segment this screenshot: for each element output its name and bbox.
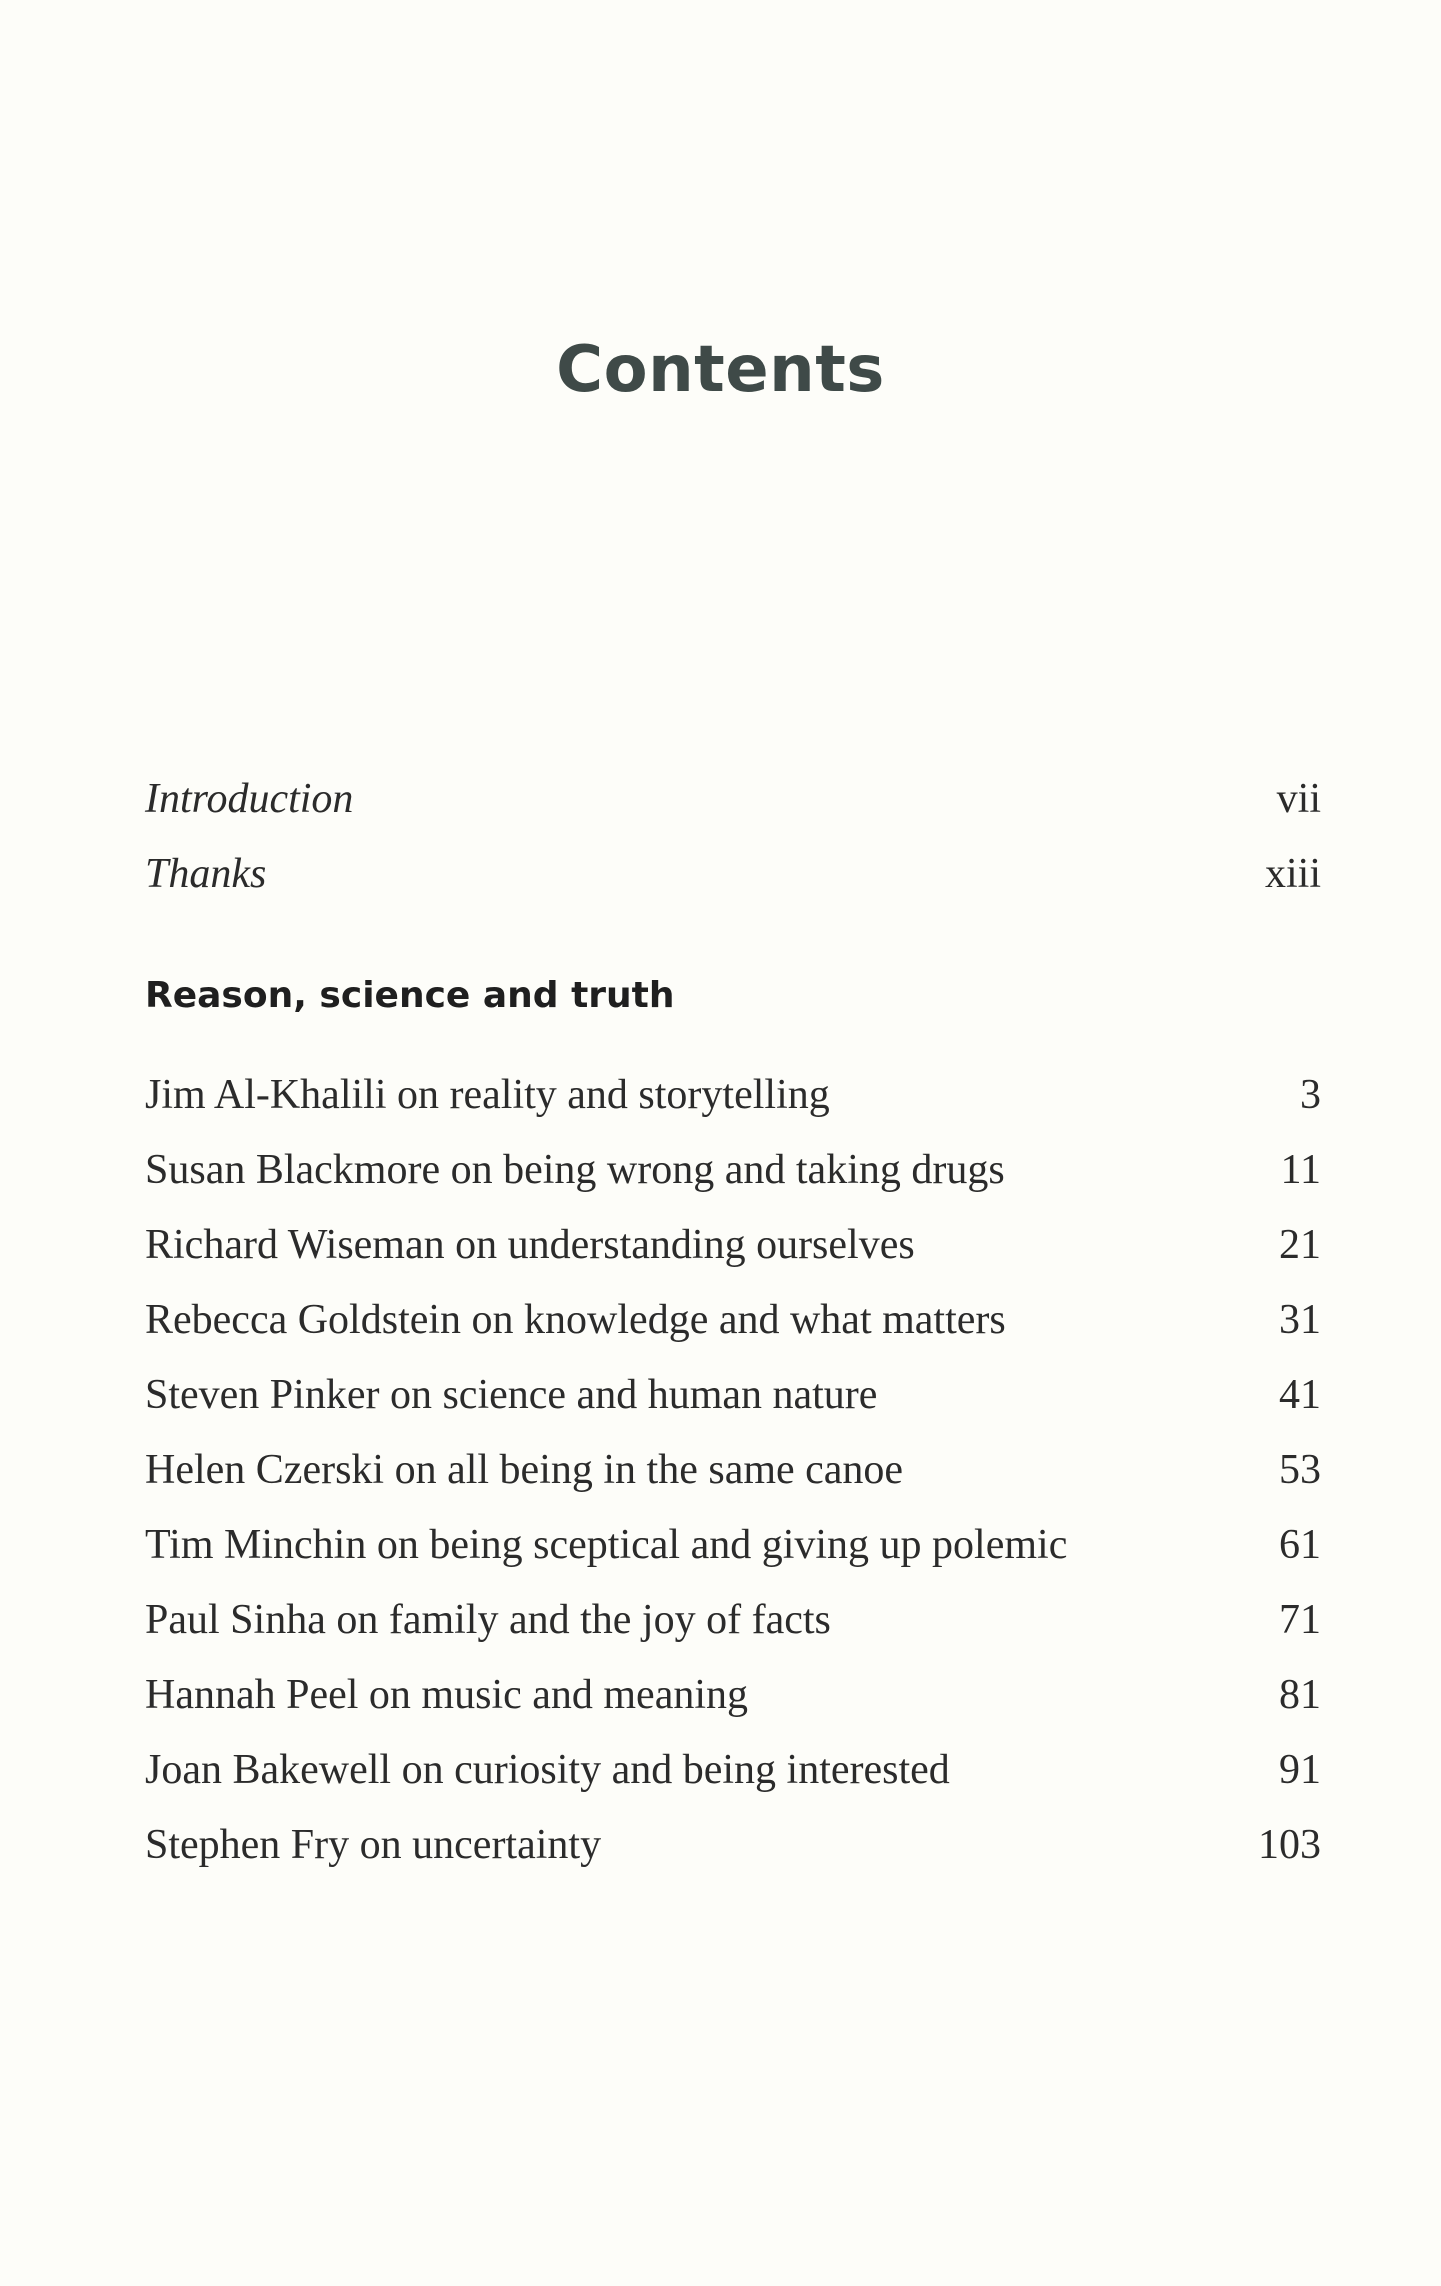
toc-page-number: 71	[1279, 1597, 1321, 1643]
toc-page-number: 61	[1279, 1522, 1321, 1568]
toc-page-number: xiii	[1264, 851, 1321, 897]
toc-entry-label: Stephen Fry on uncertainty	[145, 1822, 602, 1868]
toc-entry	[145, 1733, 1321, 1808]
toc-entry-label: Helen Czerski on all being in the same canoe	[145, 1447, 904, 1493]
toc-entry-label: Paul Sinha on family and the joy of facts	[145, 1597, 831, 1643]
toc-page-number: 41	[1279, 1372, 1321, 1418]
toc-entry	[145, 1133, 1321, 1208]
toc-entry	[145, 1358, 1321, 1433]
toc-entry-label: Introduction	[145, 776, 354, 822]
toc-entry-introduction	[145, 762, 1321, 837]
toc-entry	[145, 1433, 1321, 1508]
toc-page-number: 103	[1258, 1822, 1321, 1868]
toc-entry-label: Rebecca Goldstein on knowledge and what matters	[145, 1297, 1006, 1343]
toc-entry-label: Hannah Peel on music and meaning	[145, 1672, 749, 1718]
toc-page-number: 91	[1279, 1747, 1321, 1793]
toc-entry	[145, 1508, 1321, 1583]
toc-entry	[145, 1208, 1321, 1283]
toc-entry-label: Jim Al-Khalili on reality and storytelling	[145, 1072, 830, 1118]
toc-page-number: 11	[1280, 1147, 1321, 1193]
toc-entry-label: Steven Pinker on science and human nature	[145, 1372, 878, 1418]
toc-entry-label: Susan Blackmore on being wrong and taking drugs	[145, 1147, 1005, 1193]
toc-entry	[145, 1658, 1321, 1733]
toc-entry	[145, 1283, 1321, 1358]
toc-page-number: 81	[1279, 1672, 1321, 1718]
section-heading: Reason, science and truth	[145, 975, 675, 1016]
toc-page-number: 21	[1279, 1222, 1321, 1268]
front-matter-list	[145, 762, 1321, 912]
chapter-list	[145, 1058, 1321, 1883]
toc-entry	[145, 1058, 1321, 1133]
toc-page-number: vii	[1276, 776, 1321, 822]
toc-page-number: 3	[1300, 1072, 1321, 1118]
toc-entry-label: Joan Bakewell on curiosity and being interested	[145, 1747, 950, 1793]
toc-entry	[145, 1808, 1321, 1883]
toc-entry-thanks	[145, 837, 1321, 912]
toc-page-number: 53	[1279, 1447, 1321, 1493]
toc-entry-label: Richard Wiseman on understanding ourselves	[145, 1222, 915, 1268]
toc-entry-label: Thanks	[145, 851, 267, 897]
toc-page-number: 31	[1279, 1297, 1321, 1343]
toc-entry-label: Tim Minchin on being sceptical and giving up polemic	[145, 1522, 1068, 1568]
toc-entry	[145, 1583, 1321, 1658]
page-title: Contents	[556, 333, 885, 407]
